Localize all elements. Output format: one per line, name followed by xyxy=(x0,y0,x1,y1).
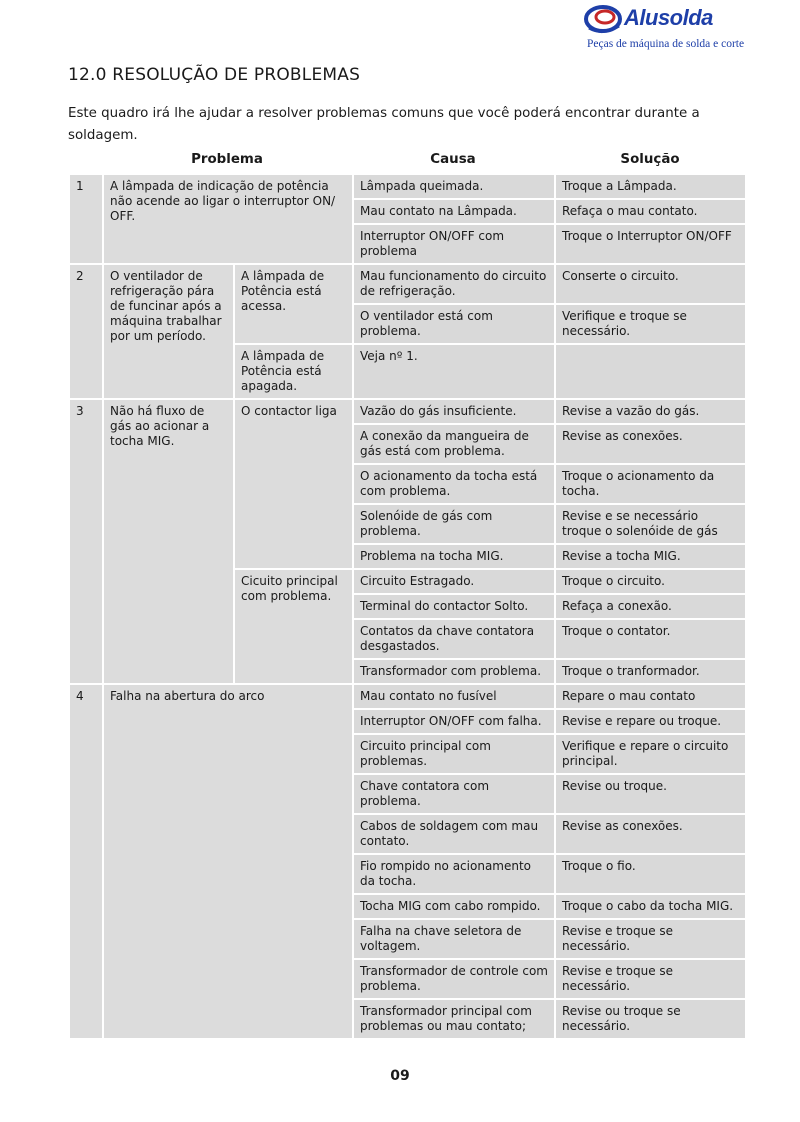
cause-cell: Terminal do contactor Solto. xyxy=(353,594,555,619)
solution-cell: Revise a vazão do gás. xyxy=(555,399,746,424)
column-header-problem: Problema xyxy=(191,152,263,167)
solution-cell: Troque o tranformador. xyxy=(555,659,746,684)
company-logo xyxy=(583,2,745,54)
solution-cell: Refaça a conexão. xyxy=(555,594,746,619)
solution-cell: Revise ou troque. xyxy=(555,774,746,814)
problem-description: Não há fluxo de gás ao acionar a tocha MIG. xyxy=(103,399,234,684)
problem-number: 4 xyxy=(69,684,103,1039)
solution-cell: Verifique e repare o circuito principal. xyxy=(555,734,746,774)
cause-cell: Solenóide de gás com problema. xyxy=(353,504,555,544)
cause-cell: Contatos da chave contatora desgastados. xyxy=(353,619,555,659)
cause-cell: Veja nº 1. xyxy=(353,344,555,399)
cause-cell: A conexão da mangueira de gás está com problema. xyxy=(353,424,555,464)
page-number: 09 xyxy=(390,1068,410,1084)
solution-cell: Troque o cabo da tocha MIG. xyxy=(555,894,746,919)
solution-cell: Revise as conexões. xyxy=(555,424,746,464)
solution-cell: Troque o contator. xyxy=(555,619,746,659)
solution-cell: Troque o circuito. xyxy=(555,569,746,594)
intro-paragraph: Este quadro irá lhe ajudar a resolver problemas comuns que você poderá encontrar durante a soldagem. xyxy=(68,106,700,143)
logo-brand-text: Alusolda xyxy=(624,5,713,30)
solution-cell: Troque a Lâmpada. xyxy=(555,174,746,199)
problem-description: Falha na abertura do arco xyxy=(103,684,353,1039)
solution-cell: Revise e troque se necessário. xyxy=(555,959,746,999)
problem-description: A lâmpada de indicação de potência não acende ao ligar o interruptor ON/ OFF. xyxy=(103,174,353,264)
cause-cell: Transformador principal com problemas ou mau contato; xyxy=(353,999,555,1039)
solution-cell: Revise ou troque se necessário. xyxy=(555,999,746,1039)
cause-cell: Chave contatora com problema. xyxy=(353,774,555,814)
logo-tagline: Peças de máquina de solda e corte xyxy=(587,38,745,50)
solution-cell: Troque o fio. xyxy=(555,854,746,894)
table-row xyxy=(69,399,746,424)
cause-cell: Mau contato no fusível xyxy=(353,684,555,709)
table-row xyxy=(69,264,746,304)
solution-cell: Repare o mau contato xyxy=(555,684,746,709)
cause-cell: Circuito Estragado. xyxy=(353,569,555,594)
problem-number: 1 xyxy=(69,174,103,264)
cause-cell: O acionamento da tocha está com problema. xyxy=(353,464,555,504)
cause-cell: O ventilador está com problema. xyxy=(353,304,555,344)
solution-cell: Revise a tocha MIG. xyxy=(555,544,746,569)
problem-condition: A lâmpada de Potência está apagada. xyxy=(234,344,353,399)
solution-cell: Refaça o mau contato. xyxy=(555,199,746,224)
cause-cell: Fio rompido no acionamento da tocha. xyxy=(353,854,555,894)
problem-condition: A lâmpada de Potência está acessa. xyxy=(234,264,353,344)
solution-cell xyxy=(555,344,746,399)
cause-cell: Falha na chave seletora de voltagem. xyxy=(353,919,555,959)
problem-condition: O contactor liga xyxy=(234,399,353,569)
problem-number: 3 xyxy=(69,399,103,684)
column-header-solution: Solução xyxy=(620,152,680,167)
problem-description: O ventilador de refrigeração pára de funcinar após a máquina trabalhar por um período. xyxy=(103,264,234,399)
logo-swirl-icon xyxy=(583,2,627,38)
solution-cell: Troque o acionamento da tocha. xyxy=(555,464,746,504)
cause-cell: Lâmpada queimada. xyxy=(353,174,555,199)
table-row xyxy=(69,684,746,709)
solution-cell: Revise e se necessário troque o solenóide de gás xyxy=(555,504,746,544)
section-heading: 12.0 RESOLUÇÃO DE PROBLEMAS xyxy=(68,65,361,85)
cause-cell: Interruptor ON/OFF com problema xyxy=(353,224,555,264)
problem-number: 2 xyxy=(69,264,103,399)
solution-cell: Revise e repare ou troque. xyxy=(555,709,746,734)
cause-cell: Interruptor ON/OFF com falha. xyxy=(353,709,555,734)
solution-cell: Conserte o circuito. xyxy=(555,264,746,304)
cause-cell: Circuito principal com problemas. xyxy=(353,734,555,774)
cause-cell: Problema na tocha MIG. xyxy=(353,544,555,569)
cause-cell: Tocha MIG com cabo rompido. xyxy=(353,894,555,919)
cause-cell: Transformador com problema. xyxy=(353,659,555,684)
problem-condition: Cicuito principal com problema. xyxy=(234,569,353,684)
troubleshooting-table xyxy=(68,173,747,1040)
cause-cell: Mau funcionamento do circuito de refrigeração. xyxy=(353,264,555,304)
table-row xyxy=(69,174,746,199)
cause-cell: Mau contato na Lâmpada. xyxy=(353,199,555,224)
cause-cell: Transformador de controle com problema. xyxy=(353,959,555,999)
column-header-cause: Causa xyxy=(430,152,476,167)
solution-cell: Revise as conexões. xyxy=(555,814,746,854)
solution-cell: Verifique e troque se necessário. xyxy=(555,304,746,344)
cause-cell: Vazão do gás insuficiente. xyxy=(353,399,555,424)
cause-cell: Cabos de soldagem com mau contato. xyxy=(353,814,555,854)
solution-cell: Revise e troque se necessário. xyxy=(555,919,746,959)
solution-cell: Troque o Interruptor ON/OFF xyxy=(555,224,746,264)
